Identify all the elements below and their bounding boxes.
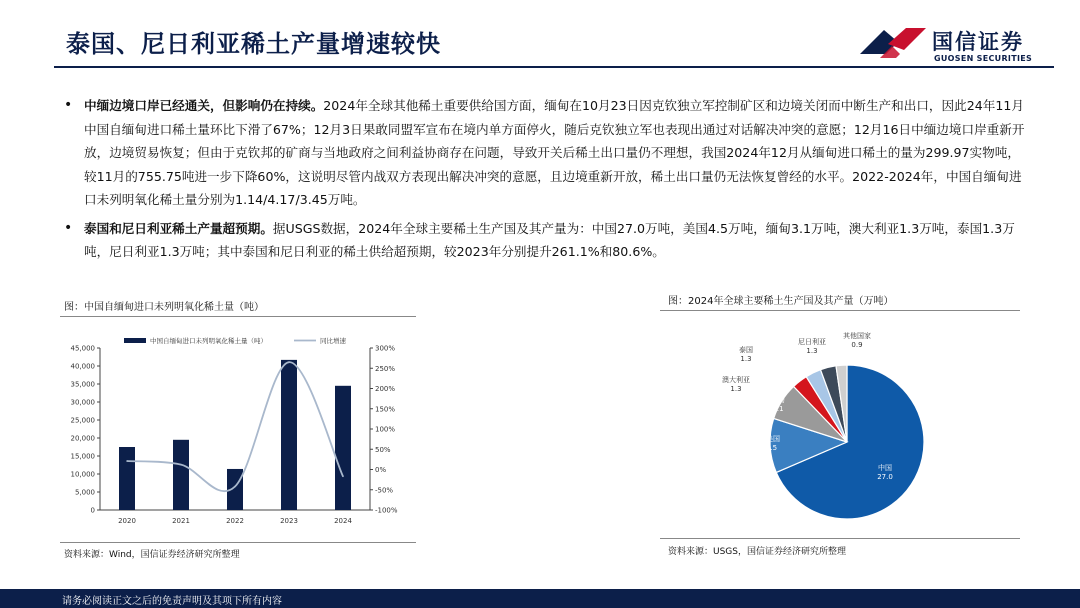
left-tick-label: 0	[90, 506, 95, 515]
left-tick-label: 35,000	[70, 380, 95, 389]
bar-2023	[281, 360, 297, 510]
bullet-heading: 泰国和尼日利亚稀土产量超预期。	[84, 220, 273, 236]
logo-text-cn: 国信证券	[932, 30, 1024, 54]
pie-label-name: 尼日利亚	[798, 338, 826, 346]
right-tick-label: 150%	[375, 405, 396, 414]
right-figure-caption: 图：2024年全球主要稀土生产国及其产量（万吨）	[668, 296, 894, 307]
bullet-item	[64, 94, 1032, 212]
company-logo	[858, 24, 1038, 68]
right-tick-label: -50%	[375, 486, 394, 495]
left-tick-label: 5,000	[74, 488, 95, 497]
left-tick-label: 25,000	[70, 416, 95, 425]
right-tick-label: 100%	[375, 425, 396, 434]
x-tick-label: 2023	[280, 517, 298, 525]
bullet-dot-icon: •	[64, 219, 73, 236]
pie-label-name: 其他国家	[843, 332, 871, 340]
pie-label-value: 1.3	[806, 347, 818, 355]
bar-2020	[119, 447, 135, 510]
right-tick-label: 250%	[375, 364, 396, 373]
x-tick-label: 2020	[118, 517, 136, 525]
left-tick-label: 45,000	[70, 344, 95, 353]
x-tick-label: 2022	[226, 517, 244, 525]
pie-label-value: 0.9	[851, 341, 863, 349]
left-caption-rule	[60, 316, 416, 317]
left-tick-label: 30,000	[70, 398, 95, 407]
pie-label-value: 4.5	[766, 444, 778, 452]
legend-line-label: 同比增速	[320, 337, 346, 345]
x-tick-label: 2021	[172, 517, 190, 525]
pie-label-name: 澳大利亚	[722, 376, 750, 384]
growth-point-2020	[126, 460, 128, 462]
bullet-dot-icon: •	[64, 97, 73, 113]
left-tick-label: 20,000	[70, 434, 95, 443]
bullet-list	[64, 94, 1032, 269]
logo-text-en: GUOSEN SECURITIES	[934, 54, 1033, 63]
pie-label-name: 美国	[766, 435, 780, 443]
logo-mark-icon	[858, 24, 928, 64]
left-tick-label: 10,000	[70, 470, 95, 479]
left-tick-label: 15,000	[70, 452, 95, 461]
bullet-body: 2024年全球其他稀土重要供给国方面，缅甸在10月23日因克钦独立军控制矿区和边境关闭而中断生产和出口，因此24年11月中国自缅甸进口稀土量环比下滑了67%；12月3日果敢同盟军宣布在境内单方面停火，随后克钦独立军也表现出通过对话解决冲突的意愿；12月16日中缅边境口岸重新开放，边境贸易恢复；但由于克钦邦的矿商与当地政府之间利益协商存在问题，导致开关后稀土出口量仍不理想，我国2024年12月从缅甸进口稀土的量为299.97实物吨，较11月的755.75吨进一步下降60%，这说明尽管内战双方表现出解决冲突的意愿，且边境重新开放，稀土出口量仍无法恢复曾经的水平。2022-2024年，中国自缅甸进口未列明氧化稀土量分别为1.14/4.17/3.45万吨。	[84, 98, 1025, 207]
pie-chart	[660, 316, 1020, 536]
right-chart-panel	[660, 316, 1020, 536]
footer-disclaimer: 请务必阅读正文之后的免责声明及其项下所有内容	[62, 596, 282, 607]
legend-bar-swatch	[124, 338, 146, 343]
growth-point-2021	[180, 464, 182, 466]
pie-label-name: 缅甸	[771, 396, 785, 404]
pie-label-value: 1.3	[730, 385, 742, 393]
growth-point-2024	[342, 476, 344, 478]
x-tick-label: 2024	[334, 517, 352, 525]
right-source-rule	[660, 538, 1020, 539]
left-tick-label: 40,000	[70, 362, 95, 371]
right-tick-label: -100%	[375, 506, 398, 515]
right-tick-label: 0%	[375, 466, 387, 474]
bullet-item	[64, 217, 1032, 264]
right-tick-label: 200%	[375, 385, 396, 393]
bullet-body: 据USGS数据，2024年全球主要稀土生产国及其产量为：中国27.0万吨，美国4.5万吨，缅甸3.1万吨，澳大利亚1.3万吨，泰国1.3万吨，尼日利亚1.3万吨；其中泰国和尼日利亚的稀土供给超预期，较2023年分别提升261.1%和80.6%。	[84, 220, 1015, 259]
footer-bar	[0, 589, 1080, 608]
pie-label-value: 1.3	[740, 355, 752, 363]
right-figure-source: 资料来源：USGS，国信证券经济研究所整理	[668, 547, 846, 557]
right-tick-label: 50%	[375, 445, 391, 454]
left-source-rule	[60, 542, 416, 543]
pie-label-value: 3.1	[772, 405, 784, 413]
bar-2021	[173, 440, 189, 510]
growth-point-2022	[234, 486, 236, 488]
left-figure-source: 资料来源：Wind，国信证券经济研究所整理	[64, 550, 240, 560]
right-caption-rule	[660, 310, 1020, 311]
pie-label-value: 27.0	[877, 473, 893, 481]
right-tick-label: 300%	[375, 344, 396, 353]
page-title: 泰国、尼日利亚稀土产量增速较快	[66, 30, 441, 58]
pie-label-name: 泰国	[739, 346, 753, 354]
legend-bar-label: 中国自缅甸进口未列明氧化稀土量（吨）	[150, 337, 267, 345]
growth-point-2023	[288, 361, 290, 363]
title-rule	[54, 66, 1054, 68]
bar-line-chart	[60, 322, 416, 540]
pie-label-name: 中国	[878, 464, 892, 472]
left-chart-panel	[60, 322, 416, 540]
bar-2024	[335, 386, 351, 510]
left-figure-caption: 图：中国自缅甸进口未列明氧化稀土量（吨）	[64, 302, 264, 313]
bullet-heading: 中缅边境口岸已经通关，但影响仍在持续。	[84, 98, 324, 113]
